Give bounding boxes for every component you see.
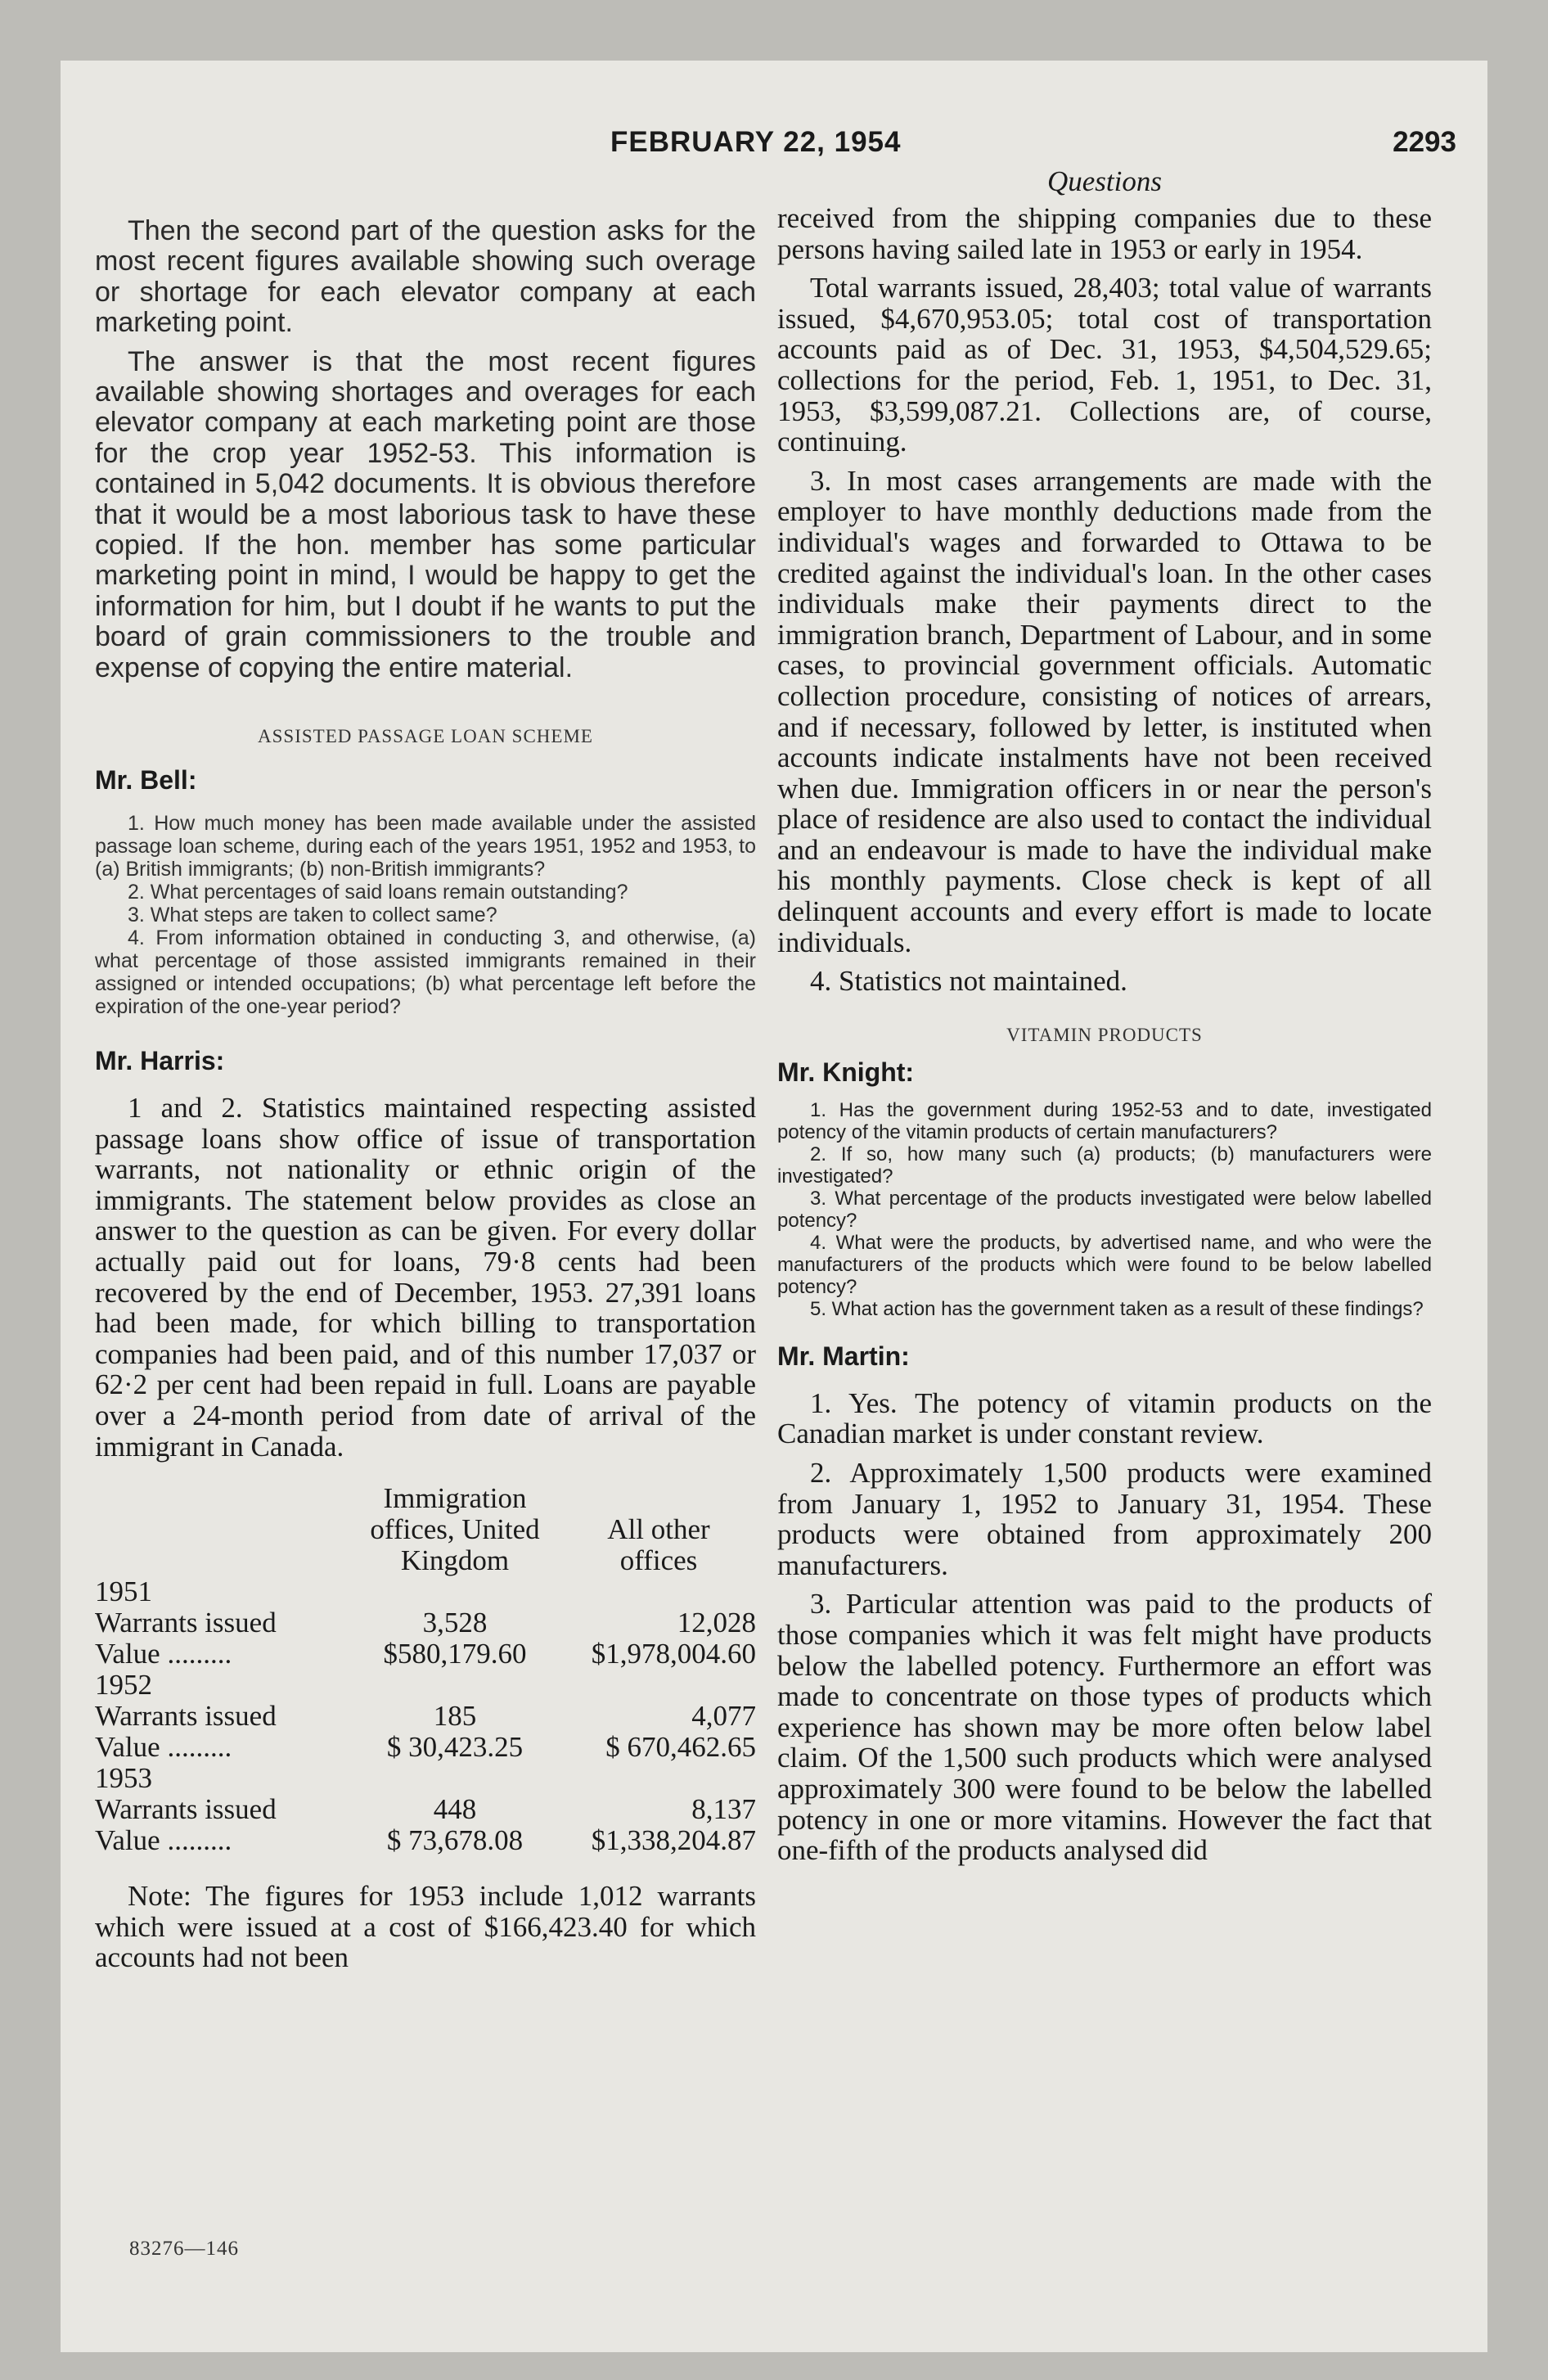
question: 3. What percentage of the products investigated were below labelled potency? [777,1187,1432,1232]
table-row-year: 1953 [95,1762,152,1795]
table-row: Warrants issued 3,528 12,028 [95,1607,756,1639]
table-row-year: 1951 [95,1575,152,1608]
speaker-name: Mr. Bell: [95,765,197,796]
note: Note: The figures for 1953 include 1,012 warrants which were issued at a cost of $166,423.40 for which accounts had not been [95,1880,756,1974]
table-row-year: 1952 [95,1669,152,1702]
table-row: Value ......... $ 73,678.08 $1,338,204.87 [95,1824,756,1857]
answer: 1 and 2. Statistics maintained respecting assisted passage loans show office of issue of transportation warrants, not nationality or ethnic origin of the immigrants. The statement below provides as close an answer to the question as can be given. For every dollar actually paid out for loans, 79·8 cents had been recovered by the end of December, 1953. 27,391 loans had been made, for which billing to transportation companies had been paid, and of this number 17,037 or 62·2 per cent had been repaid in full. Loans are payable over a 24-month period from date of arrival of the immigrant in Canada. [95,1092,756,1463]
table-header-row [95,1483,756,1576]
paragraph: received from the shipping companies due to these persons having sailed late in 1953 or early in 1954. [777,202,1432,265]
speaker-name: Mr. Martin: [777,1341,910,1371]
section-heading: ASSISTED PASSAGE LOAN SCHEME [258,726,593,747]
column-header-uk: Immigration offices, United Kingdom [370,1482,540,1577]
answer: 3. In most cases arrangements are made with the employer to have monthly deductions made from the individual's wages and forwarded to Ottawa to be credited against the individual's loan. In the other cases individuals make their payments direct to the immigration branch, Department of Labour, and in some cases, to provincial government officials. Automatic collection procedure, consisting of notices of arrears, and if necessary, followed by letter, is instituted when accounts indicate instalments have not been received when due. Immigration officers in or near the person's place of residence are also used to contact the individual and an endeavour is made to have the individual make his monthly payments. Close check is kept of all delinquent accounts and every effort is made to locate individuals. [777,464,1432,958]
warrants-table [95,1483,756,1856]
question: 1. Has the government during 1952-53 and to date, investigated potency of the vitamin products of certain manufacturers? [777,1098,1432,1143]
footer-code: 83276—146 [129,2238,239,2260]
question: 3. What steps are taken to collect same? [128,904,497,927]
paragraph: Total warrants issued, 28,403; total value of warrants issued, $4,670,953.05; total cost of transportation accounts paid as of Dec. 31, 1953, $4,504,529.65; collections for the period, Feb. 1, 1951, to Dec. 31, 1953, $3,599,087.21. Collections are, of course, continuing. [777,272,1432,458]
page [61,61,1487,2352]
answer: 4. Statistics not maintained. [810,965,1127,998]
speaker-name: Mr. Harris: [95,1046,225,1076]
speaker-name: Mr. Knight: [777,1057,915,1087]
table-row: Value ......... $580,179.60 $1,978,004.60 [95,1638,756,1670]
page-number: 2293 [1393,126,1456,158]
question: 1. How much money has been made available under the assisted passage loan scheme, during each of the years 1951, 1952 and 1953, to (a) British immigrants; (b) non-British immigrants? [95,812,756,881]
question: 4. What were the products, by advertised name, and who were the manufacturers of the products which were found to be below labelled potency? [777,1231,1432,1298]
running-section-label: Questions [1047,165,1162,197]
paragraph: Then the second part of the question asks for the most recent figures available showing such overage or shortage for each elevator company at each marketing point. [95,215,756,339]
answer: 2. Approximately 1,500 products were examined from January 1, 1952 to January 31, 1954. These products were obtained from approximately 200 manufacturers. [777,1457,1432,1581]
question: 5. What action has the government taken as a result of these findings? [810,1297,1424,1320]
answer: 1. Yes. The potency of vitamin products on the Canadian market is under constant review. [777,1386,1432,1450]
question: 2. What percentages of said loans remain outstanding? [128,881,628,904]
question: 4. From information obtained in conducting 3, and otherwise, (a) what percentage of those assisted immigrants remained in their assigned or intended occupations; (b) what percentage left before the expiration of the one-year period? [95,926,756,1019]
column-header-other: All other offices [607,1513,710,1577]
left-column [95,216,756,1973]
answer: 3. Particular attention was paid to the products of those companies which it was felt might have products below the labelled potency. Furthermore an effort was made to concentrate on those types of products which experience has shown may be more often below label claim. Of the 1,500 such products which were analysed approximately 300 were found to be below the labelled potency in one or more vitamins. However the fact that one-fifth of the products analysed did [777,1588,1432,1867]
right-column [777,165,1432,1866]
table-row: Warrants issued 448 8,137 [95,1793,756,1826]
question: 2. If so, how many such (a) products; (b) manufacturers were investigated? [777,1143,1432,1188]
header-date: FEBRUARY 22, 1954 [610,126,902,158]
paragraph: The answer is that the most recent figures available showing shortages and overages for each elevator company at each marketing point are those for the crop year 1952-53. This information is contained in 5,042 documents. It is obvious therefore that it would be a most laborious task to have these copied. If the hon. member has some particular marketing point in mind, I would be happy to get the information for him, but I doubt if he wants to put the board of grain commissioners to the trouble and expense of copying the entire material. [95,345,756,683]
section-heading: VITAMIN PRODUCTS [1006,1024,1203,1045]
table-row: Value ......... $ 30,423.25 $ 670,462.65 [95,1731,756,1764]
table-row: Warrants issued 185 4,077 [95,1700,756,1733]
